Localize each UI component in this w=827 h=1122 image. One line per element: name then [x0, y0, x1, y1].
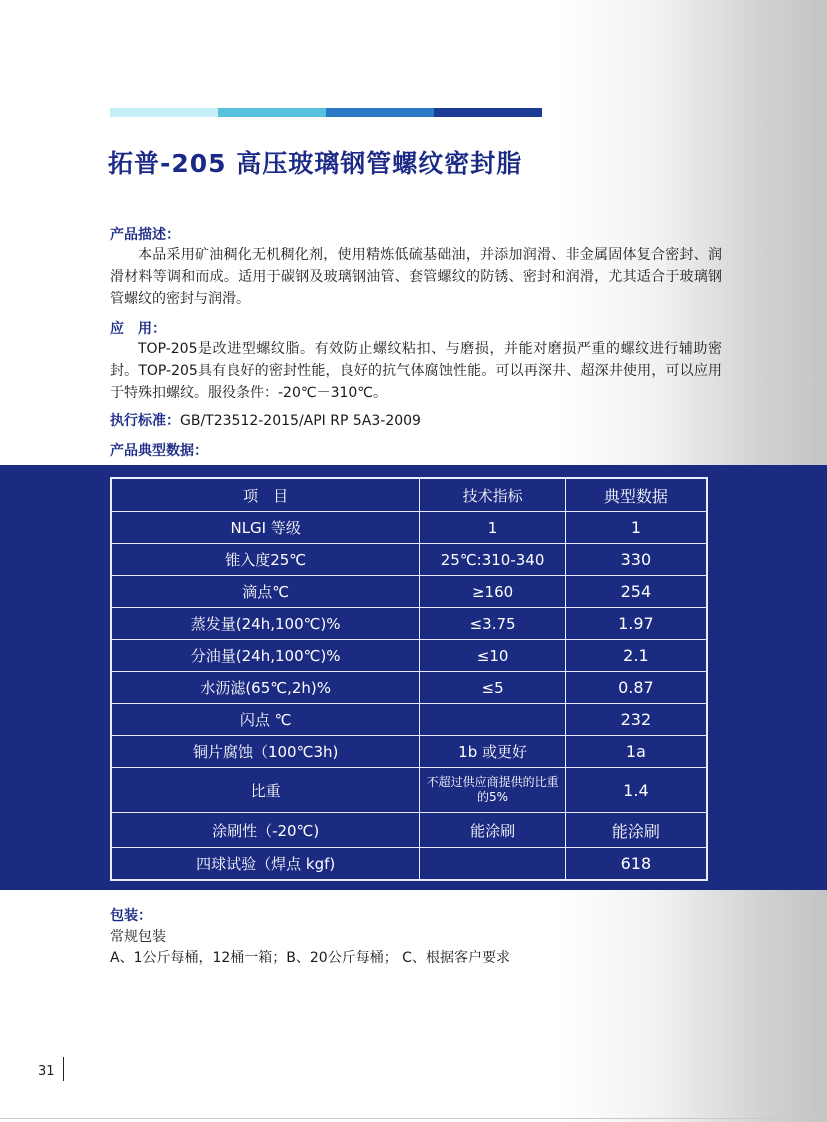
row-spec: 1 [420, 512, 565, 544]
application-text: TOP-205是改进型螺纹脂。有效防止螺纹粘扣、与磨损，并能对磨损严重的螺纹进行辅助密封。TOP-205具有良好的密封性能，良好的抗气体腐蚀性能。可以再深井、超深井使用，可以应用于特殊扣螺纹。服役条件：-20℃－310℃。 [110, 341, 722, 401]
row-typical: 1a [565, 736, 706, 768]
standard-line [110, 410, 722, 430]
packaging-line-2: A、1公斤每桶，12桶一箱；B、20公斤每桶； C、根据客户要求 [110, 950, 510, 966]
row-spec: 能涂刷 [420, 813, 565, 848]
table-row [112, 576, 707, 608]
accent-bar-segment [110, 108, 218, 117]
accent-bar-segment [326, 108, 434, 117]
row-item: 涂刷性（-20℃) [112, 813, 420, 848]
packaging-section [110, 906, 710, 969]
table-row [112, 512, 707, 544]
table-row [112, 736, 707, 768]
table-row [112, 544, 707, 576]
row-spec: ≥160 [420, 576, 565, 608]
typical-data-table [110, 477, 708, 881]
page-number-divider [63, 1057, 64, 1081]
description-section [110, 224, 722, 310]
row-spec: ≤3.75 [420, 608, 565, 640]
accent-bar-segment [218, 108, 326, 117]
table-row [112, 813, 707, 848]
row-spec: 1b 或更好 [420, 736, 565, 768]
row-spec: ≤5 [420, 672, 565, 704]
title-accent-bars [110, 108, 542, 117]
row-typical: 2.1 [565, 640, 706, 672]
row-item: 铜片腐蚀（100℃3h) [112, 736, 420, 768]
row-item: 滴点℃ [112, 576, 420, 608]
row-typical: 能涂刷 [565, 813, 706, 848]
table-header-row [112, 479, 707, 512]
table-row [112, 608, 707, 640]
row-item: 水沥滤(65℃,2h)% [112, 672, 420, 704]
table-row [112, 640, 707, 672]
row-typical: 232 [565, 704, 706, 736]
row-spec: 25℃:310-340 [420, 544, 565, 576]
accent-bar-segment [434, 108, 542, 117]
row-spec: ≤10 [420, 640, 565, 672]
row-item: 比重 [112, 768, 420, 813]
row-typical: 330 [565, 544, 706, 576]
header-spec: 技术指标 [420, 479, 565, 512]
row-item: 锥入度25℃ [112, 544, 420, 576]
row-typical: 618 [565, 847, 706, 879]
table-row [112, 847, 707, 879]
page-number: 31 [38, 1064, 55, 1079]
typical-data-heading: 产品典型数据： [110, 443, 208, 459]
table-row [112, 672, 707, 704]
packaging-line-1: 常规包装 [110, 929, 166, 945]
row-spec: 不超过供应商提供的比重的5% [420, 768, 565, 813]
header-typical: 典型数据 [565, 479, 706, 512]
row-typical: 1.97 [565, 608, 706, 640]
standard-heading: 执行标准： [110, 413, 180, 429]
application-section [110, 318, 722, 404]
row-typical: 0.87 [565, 672, 706, 704]
row-item: NLGI 等级 [112, 512, 420, 544]
description-text: 本品采用矿油稠化无机稠化剂，使用精炼低硫基础油，并添加润滑、非金属固体复合密封、润滑材料等调和而成。适用于碳钢及玻璃钢油管、套管螺纹的防锈、密封和润滑，尤其适合于玻璃钢管螺纹的密封与润滑。 [110, 247, 722, 307]
row-spec [420, 704, 565, 736]
packaging-heading: 包装： [110, 908, 152, 924]
row-item: 分油量(24h,100℃)% [112, 640, 420, 672]
standard-value: GB/T23512-2015/API RP 5A3-2009 [180, 413, 421, 429]
row-typical: 1 [565, 512, 706, 544]
table-row [112, 768, 707, 813]
application-heading: 应 用： [110, 321, 166, 337]
row-item: 闪点 ℃ [112, 704, 420, 736]
row-spec [420, 847, 565, 879]
typical-data-section [110, 440, 722, 460]
bottom-divider [0, 1118, 827, 1119]
row-typical: 1.4 [565, 768, 706, 813]
description-heading: 产品描述： [110, 227, 180, 243]
row-item: 四球试验（焊点 kgf) [112, 847, 420, 879]
row-item: 蒸发量(24h,100℃)% [112, 608, 420, 640]
table-row [112, 704, 707, 736]
row-typical: 254 [565, 576, 706, 608]
header-item: 项 目 [112, 479, 420, 512]
page-title: 拓普-205 高压玻璃钢管螺纹密封脂 [108, 149, 523, 178]
